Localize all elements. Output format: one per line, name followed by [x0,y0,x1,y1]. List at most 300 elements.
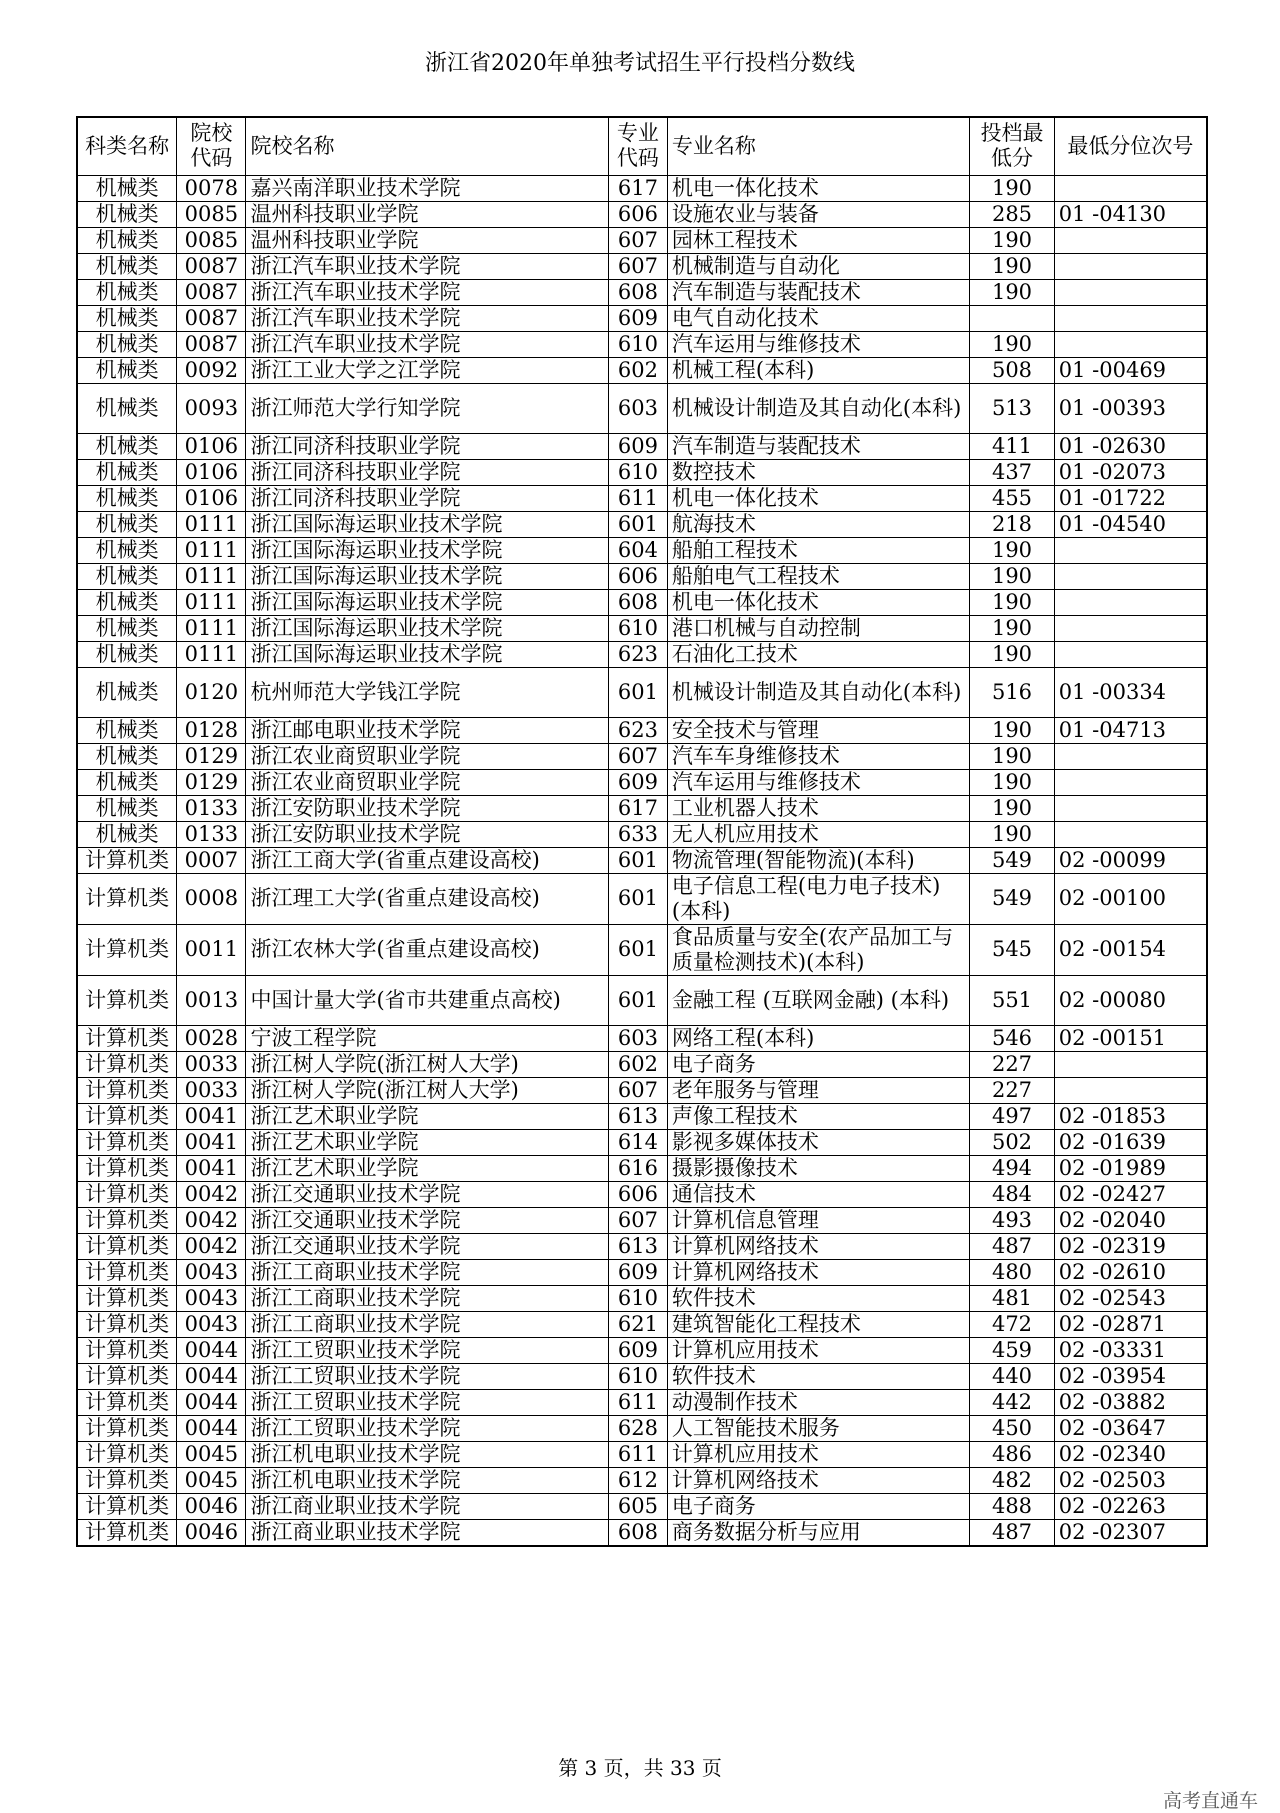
cell-school-code: 0111 [177,537,246,563]
cell-type: 计算机类 [77,1233,177,1259]
cell-major-code: 611 [608,485,667,511]
cell-school-code: 0092 [177,357,246,383]
cell-min-score: 190 [970,227,1054,253]
cell-min-rank [1054,227,1207,253]
cell-school-name: 中国计量大学(省市共建重点高校) [246,975,608,1025]
table-row [77,743,1207,769]
cell-min-rank: 01 -02073 [1054,459,1207,485]
cell-min-score: 440 [970,1363,1054,1389]
cell-min-score: 190 [970,743,1054,769]
cell-major-name: 计算机网络技术 [667,1233,969,1259]
table-row [77,1259,1207,1285]
cell-major-name: 工业机器人技术 [667,795,969,821]
cell-type: 计算机类 [77,1259,177,1285]
cell-major-code: 610 [608,459,667,485]
cell-min-rank [1054,331,1207,357]
cell-major-code: 608 [608,1519,667,1546]
cell-school-name: 浙江汽车职业技术学院 [246,253,608,279]
cell-major-code: 617 [608,175,667,201]
cell-school-code: 0093 [177,383,246,433]
cell-school-code: 0041 [177,1103,246,1129]
table-row [77,1467,1207,1493]
cell-school-name: 浙江工贸职业技术学院 [246,1337,608,1363]
cell-school-code: 0106 [177,433,246,459]
cell-school-code: 0043 [177,1285,246,1311]
cell-type: 机械类 [77,769,177,795]
cell-min-score: 487 [970,1233,1054,1259]
cell-major-name: 物流管理(智能物流)(本科) [667,847,969,873]
cell-school-code: 0044 [177,1415,246,1441]
cell-min-score: 482 [970,1467,1054,1493]
cell-type: 机械类 [77,279,177,305]
cell-major-name: 船舶工程技术 [667,537,969,563]
cell-min-rank [1054,589,1207,615]
table-row [77,1415,1207,1441]
cell-type: 机械类 [77,821,177,847]
table-row [77,847,1207,873]
cell-major-name: 软件技术 [667,1363,969,1389]
cell-school-code: 0106 [177,459,246,485]
cell-type: 机械类 [77,305,177,331]
cell-major-name: 设施农业与装备 [667,201,969,227]
cell-school-name: 浙江树人学院(浙江树人大学) [246,1077,608,1103]
cell-major-name: 数控技术 [667,459,969,485]
cell-min-rank: 02 -03954 [1054,1363,1207,1389]
cell-type: 机械类 [77,485,177,511]
cell-school-name: 浙江国际海运职业技术学院 [246,537,608,563]
cell-min-rank [1054,563,1207,589]
footer-page-label: 第 [558,1756,579,1780]
cell-school-name: 浙江机电职业技术学院 [246,1441,608,1467]
header-school-name: 院校名称 [246,117,608,175]
cell-major-name: 汽车车身维修技术 [667,743,969,769]
cell-min-score: 516 [970,667,1054,717]
cell-school-code: 0033 [177,1051,246,1077]
cell-major-code: 601 [608,847,667,873]
header-school-code: 院校代码 [177,117,246,175]
cell-major-code: 606 [608,201,667,227]
table-row [77,459,1207,485]
table-row [77,1103,1207,1129]
cell-major-name: 计算机网络技术 [667,1467,969,1493]
cell-min-rank: 01 -04130 [1054,201,1207,227]
cell-school-name: 浙江工商大学(省重点建设高校) [246,847,608,873]
cell-min-rank: 02 -00151 [1054,1025,1207,1051]
table-row [77,279,1207,305]
cell-school-name: 浙江工商职业技术学院 [246,1285,608,1311]
cell-school-name: 浙江工贸职业技术学院 [246,1363,608,1389]
cell-school-name: 浙江工商职业技术学院 [246,1259,608,1285]
cell-school-code: 0011 [177,924,246,975]
cell-school-code: 0111 [177,563,246,589]
cell-school-code: 0043 [177,1259,246,1285]
cell-school-name: 浙江理工大学(省重点建设高校) [246,873,608,924]
cell-min-rank [1054,1051,1207,1077]
cell-type: 计算机类 [77,1285,177,1311]
cell-school-code: 0111 [177,615,246,641]
cell-major-name: 摄影摄像技术 [667,1155,969,1181]
cell-major-code: 621 [608,1311,667,1337]
cell-type: 计算机类 [77,924,177,975]
cell-type: 计算机类 [77,1493,177,1519]
cell-school-code: 0013 [177,975,246,1025]
cell-min-score: 190 [970,769,1054,795]
cell-min-rank: 02 -01853 [1054,1103,1207,1129]
cell-major-code: 623 [608,717,667,743]
header-min-score: 投档最低分 [970,117,1054,175]
cell-school-code: 0129 [177,769,246,795]
cell-min-score: 190 [970,615,1054,641]
cell-school-code: 0044 [177,1389,246,1415]
cell-school-code: 0085 [177,201,246,227]
cell-min-rank: 02 -03331 [1054,1337,1207,1363]
cell-major-name: 老年服务与管理 [667,1077,969,1103]
cell-major-name: 影视多媒体技术 [667,1129,969,1155]
cell-major-code: 601 [608,511,667,537]
cell-major-code: 601 [608,667,667,717]
cell-major-code: 605 [608,1493,667,1519]
cell-type: 机械类 [77,717,177,743]
table-row [77,589,1207,615]
cell-major-name: 机械工程(本科) [667,357,969,383]
cell-school-code: 0111 [177,511,246,537]
cell-major-code: 609 [608,1337,667,1363]
cell-min-score: 190 [970,821,1054,847]
cell-min-score: 549 [970,847,1054,873]
cell-school-code: 0028 [177,1025,246,1051]
cell-major-code: 612 [608,1467,667,1493]
cell-major-code: 613 [608,1103,667,1129]
cell-min-score: 190 [970,563,1054,589]
cell-min-rank: 01 -00334 [1054,667,1207,717]
header-major-code: 专业代码 [608,117,667,175]
cell-min-score: 190 [970,279,1054,305]
table-row [77,795,1207,821]
footer-page-sep: 页，共 [603,1756,664,1780]
table-row [77,511,1207,537]
table-row [77,821,1207,847]
cell-min-score: 487 [970,1519,1054,1546]
cell-school-code: 0078 [177,175,246,201]
cell-min-rank: 02 -00100 [1054,873,1207,924]
cell-school-name: 浙江同济科技职业学院 [246,485,608,511]
cell-school-name: 浙江树人学院(浙江树人大学) [246,1051,608,1077]
table-row [77,537,1207,563]
cell-school-name: 浙江农业商贸职业学院 [246,769,608,795]
cell-min-rank [1054,743,1207,769]
cell-major-code: 601 [608,975,667,1025]
cell-school-name: 浙江农林大学(省重点建设高校) [246,924,608,975]
cell-major-name: 计算机信息管理 [667,1207,969,1233]
cell-min-rank: 01 -04540 [1054,511,1207,537]
cell-school-code: 0045 [177,1467,246,1493]
cell-school-name: 浙江师范大学行知学院 [246,383,608,433]
cell-school-name: 浙江国际海运职业技术学院 [246,563,608,589]
cell-type: 机械类 [77,175,177,201]
table-row [77,924,1207,975]
cell-min-rank [1054,1077,1207,1103]
cell-major-name: 机电一体化技术 [667,589,969,615]
cell-school-name: 浙江同济科技职业学院 [246,459,608,485]
table-row [77,331,1207,357]
cell-type: 机械类 [77,615,177,641]
cell-min-score: 227 [970,1051,1054,1077]
cell-min-score: 513 [970,383,1054,433]
table-row [77,1207,1207,1233]
cell-school-name: 浙江国际海运职业技术学院 [246,511,608,537]
table-row [77,1285,1207,1311]
cell-min-score: 190 [970,717,1054,743]
cell-school-code: 0033 [177,1077,246,1103]
cell-major-code: 610 [608,1363,667,1389]
cell-min-rank [1054,305,1207,331]
cell-type: 计算机类 [77,1103,177,1129]
cell-min-score: 442 [970,1389,1054,1415]
header-min-rank: 最低分位次号 [1054,117,1207,175]
cell-school-code: 0106 [177,485,246,511]
cell-major-name: 电子商务 [667,1493,969,1519]
cell-major-code: 601 [608,873,667,924]
cell-school-code: 0041 [177,1155,246,1181]
cell-major-code: 609 [608,433,667,459]
cell-type: 计算机类 [77,1363,177,1389]
cell-school-name: 浙江工贸职业技术学院 [246,1415,608,1441]
cell-school-code: 0042 [177,1233,246,1259]
cell-type: 机械类 [77,459,177,485]
cell-major-name: 机电一体化技术 [667,485,969,511]
cell-major-code: 613 [608,1233,667,1259]
cell-major-name: 电子信息工程(电力电子技术)(本科) [667,873,969,924]
cell-major-code: 603 [608,1025,667,1051]
cell-min-score: 218 [970,511,1054,537]
cell-school-name: 宁波工程学院 [246,1025,608,1051]
table-row [77,1129,1207,1155]
cell-major-code: 607 [608,1207,667,1233]
cell-major-name: 无人机应用技术 [667,821,969,847]
table-row [77,1441,1207,1467]
table-row [77,1519,1207,1546]
cell-major-name: 金融工程 (互联网金融) (本科) [667,975,969,1025]
watermark: 高考直通车 [1162,1790,1258,1812]
table-row [77,485,1207,511]
cell-school-code: 0087 [177,253,246,279]
cell-major-name: 计算机网络技术 [667,1259,969,1285]
cell-major-name: 建筑智能化工程技术 [667,1311,969,1337]
cell-school-code: 0046 [177,1519,246,1546]
cell-min-score: 486 [970,1441,1054,1467]
cell-type: 机械类 [77,537,177,563]
cell-major-code: 614 [608,1129,667,1155]
cell-school-code: 0043 [177,1311,246,1337]
cell-school-name: 杭州师范大学钱江学院 [246,667,608,717]
cell-min-score: 190 [970,253,1054,279]
cell-school-name: 浙江国际海运职业技术学院 [246,615,608,641]
cell-min-score: 285 [970,201,1054,227]
cell-school-name: 浙江交通职业技术学院 [246,1181,608,1207]
cell-major-code: 603 [608,383,667,433]
cell-min-score: 455 [970,485,1054,511]
cell-min-score: 472 [970,1311,1054,1337]
cell-type: 计算机类 [77,1207,177,1233]
cell-min-score: 494 [970,1155,1054,1181]
cell-major-name: 电子商务 [667,1051,969,1077]
cell-school-name: 浙江国际海运职业技术学院 [246,641,608,667]
cell-min-rank [1054,795,1207,821]
cell-major-name: 声像工程技术 [667,1103,969,1129]
cell-min-rank: 02 -02307 [1054,1519,1207,1546]
table-row [77,1493,1207,1519]
table-row [77,1311,1207,1337]
cell-major-code: 610 [608,331,667,357]
cell-major-code: 602 [608,357,667,383]
cell-school-name: 浙江同济科技职业学院 [246,433,608,459]
cell-min-rank [1054,769,1207,795]
cell-min-score: 411 [970,433,1054,459]
table-row [77,253,1207,279]
cell-type: 计算机类 [77,1181,177,1207]
cell-school-code: 0087 [177,331,246,357]
cell-type: 计算机类 [77,1077,177,1103]
cell-min-rank: 02 -02610 [1054,1259,1207,1285]
cell-major-name: 计算机应用技术 [667,1337,969,1363]
cell-school-code: 0008 [177,873,246,924]
table-body [77,175,1207,1546]
cell-major-code: 617 [608,795,667,821]
cell-type: 计算机类 [77,1311,177,1337]
table-row [77,1077,1207,1103]
cell-major-code: 611 [608,1389,667,1415]
cell-school-code: 0042 [177,1181,246,1207]
header-major-name: 专业名称 [667,117,969,175]
cell-type: 计算机类 [77,1025,177,1051]
cell-school-code: 0133 [177,821,246,847]
cell-type: 计算机类 [77,1389,177,1415]
table-row [77,667,1207,717]
cell-min-rank: 01 -04713 [1054,717,1207,743]
cell-min-score: 493 [970,1207,1054,1233]
cell-type: 机械类 [77,331,177,357]
cell-school-name: 浙江工贸职业技术学院 [246,1389,608,1415]
cell-min-rank: 02 -00080 [1054,975,1207,1025]
cell-major-name: 石油化工技术 [667,641,969,667]
cell-type: 机械类 [77,433,177,459]
cell-min-score: 502 [970,1129,1054,1155]
cell-min-score: 481 [970,1285,1054,1311]
table-row [77,383,1207,433]
cell-major-code: 604 [608,537,667,563]
cell-min-score: 190 [970,175,1054,201]
table-header-row [77,117,1207,175]
cell-major-name: 港口机械与自动控制 [667,615,969,641]
cell-min-rank: 02 -01989 [1054,1155,1207,1181]
cell-min-rank: 01 -00469 [1054,357,1207,383]
cell-type: 计算机类 [77,975,177,1025]
table-row [77,433,1207,459]
cell-min-score: 488 [970,1493,1054,1519]
table-row [77,1337,1207,1363]
cell-major-code: 609 [608,769,667,795]
table-row [77,1363,1207,1389]
score-table [76,116,1208,1547]
footer-total-pages: 33 [670,1756,696,1780]
cell-major-code: 628 [608,1415,667,1441]
cell-school-code: 0111 [177,641,246,667]
cell-type: 计算机类 [77,847,177,873]
cell-type: 计算机类 [77,1051,177,1077]
page-title: 浙江省2020年单独考试招生平行投档分数线 [425,51,855,76]
cell-school-code: 0087 [177,279,246,305]
cell-type: 计算机类 [77,1519,177,1546]
cell-min-rank [1054,175,1207,201]
cell-school-code: 0111 [177,589,246,615]
cell-school-name: 浙江工商职业技术学院 [246,1311,608,1337]
cell-major-code: 607 [608,743,667,769]
cell-min-rank: 02 -02340 [1054,1441,1207,1467]
cell-type: 机械类 [77,511,177,537]
cell-school-name: 浙江汽车职业技术学院 [246,331,608,357]
cell-major-name: 汽车制造与装配技术 [667,433,969,459]
cell-major-code: 611 [608,1441,667,1467]
cell-school-code: 0044 [177,1363,246,1389]
cell-major-name: 航海技术 [667,511,969,537]
cell-major-name: 网络工程(本科) [667,1025,969,1051]
cell-min-score: 190 [970,589,1054,615]
cell-min-rank: 01 -01722 [1054,485,1207,511]
cell-school-name: 温州科技职业学院 [246,201,608,227]
cell-min-rank: 02 -03647 [1054,1415,1207,1441]
cell-type: 机械类 [77,563,177,589]
cell-major-name: 机电一体化技术 [667,175,969,201]
cell-major-code: 623 [608,641,667,667]
table-row [77,717,1207,743]
footer-page-num: 3 [584,1756,598,1780]
cell-min-score [970,305,1054,331]
cell-min-score: 190 [970,537,1054,563]
cell-major-name: 汽车制造与装配技术 [667,279,969,305]
cell-type: 计算机类 [77,1155,177,1181]
cell-type: 计算机类 [77,1415,177,1441]
cell-type: 机械类 [77,253,177,279]
cell-school-name: 浙江艺术职业学院 [246,1155,608,1181]
cell-major-name: 汽车运用与维修技术 [667,331,969,357]
cell-school-name: 浙江交通职业技术学院 [246,1207,608,1233]
cell-school-name: 浙江艺术职业学院 [246,1103,608,1129]
table-row [77,1233,1207,1259]
cell-min-score: 484 [970,1181,1054,1207]
table-row [77,1389,1207,1415]
cell-min-rank: 02 -02040 [1054,1207,1207,1233]
cell-school-code: 0120 [177,667,246,717]
cell-major-code: 601 [608,924,667,975]
cell-min-score: 437 [970,459,1054,485]
cell-type: 机械类 [77,667,177,717]
cell-school-name: 浙江邮电职业技术学院 [246,717,608,743]
cell-school-code: 0133 [177,795,246,821]
cell-min-rank [1054,279,1207,305]
table-row [77,201,1207,227]
cell-school-name: 浙江工业大学之江学院 [246,357,608,383]
cell-major-code: 607 [608,227,667,253]
cell-min-score: 190 [970,795,1054,821]
cell-major-name: 电气自动化技术 [667,305,969,331]
cell-major-code: 609 [608,305,667,331]
cell-school-code: 0007 [177,847,246,873]
table-row [77,1051,1207,1077]
cell-min-score: 190 [970,641,1054,667]
cell-major-code: 602 [608,1051,667,1077]
cell-type: 机械类 [77,357,177,383]
cell-min-rank: 01 -00393 [1054,383,1207,433]
